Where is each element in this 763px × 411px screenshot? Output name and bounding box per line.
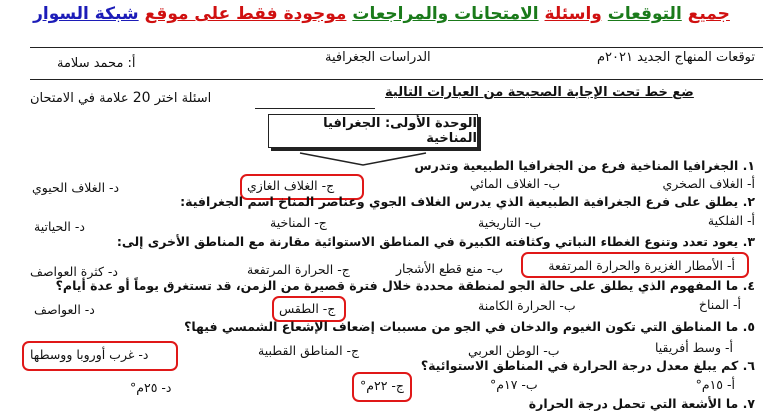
instructions-choose-count: اسئلة اختر 20 علامة في الامتحان (30, 90, 212, 106)
q4-option-a[interactable]: أ- المناخ (698, 297, 741, 312)
question-6: ٦. كم يبلغ معدل درجة الحرارة في المناطق الاستوائية؟ (420, 358, 755, 373)
q4-option-c[interactable]: ج- الطقس (279, 301, 336, 316)
q1-option-d[interactable]: د- الغلاف الحيوي (32, 180, 120, 195)
instructions-fill-line (255, 108, 375, 109)
question-1: ١. الجغرافيا المناخية فرع من الجغرافيا الطبيعية وتدرس (414, 158, 755, 173)
q3-option-a[interactable]: أ- الأمطار الغزيرة والحرارة المرتفعة (548, 258, 735, 273)
q6-answer-circle (352, 372, 412, 402)
q6-option-d[interactable]: د- ٢٥م° (130, 380, 172, 395)
q5-option-c[interactable]: ج- المناطق القطبية (258, 343, 360, 358)
q3-option-d[interactable]: د- كثرة العواصف (30, 264, 118, 279)
top-banner: جميع التوقعات واسئلة الامتحانات والمراجعات موجودة فقط على موقع شبكة السوار (33, 4, 730, 24)
q6-option-c[interactable]: ج- ٢٢م° (360, 378, 404, 393)
q2-option-b[interactable]: ب- التاريخية (478, 215, 542, 230)
q1-option-b[interactable]: ب- الغلاف المائي (470, 176, 561, 191)
header-teacher: أ: محمد سلامة (57, 56, 136, 71)
question-7-partial: ٧. ما الأشعة التي تحمل درجة الحرارة (528, 396, 755, 411)
q5-option-a[interactable]: أ- وسط أفريقيا (654, 340, 733, 355)
q4-option-d[interactable]: د- العواصف (34, 302, 95, 317)
header-top-rule (30, 47, 763, 48)
q6-option-a[interactable]: أ- ١٥م° (695, 377, 735, 392)
header-exam-label: توقعات المنهاج الجديد ٢٠٢١م (596, 50, 755, 65)
q4-option-b[interactable]: ب- الحرارة الكامنة (478, 298, 576, 313)
question-4: ٤. ما المفهوم الذي يطلق على حالة الجو لمنطقة محددة خلال فترة قصيرة من الزمن، قد تستغرق يوماً أو عدة أيام؟ (55, 278, 755, 293)
q3-option-c[interactable]: ج- الحرارة المرتفعة (247, 262, 350, 277)
q2-option-a[interactable]: أ- الفلكية (707, 213, 755, 228)
q3-answer-circle (521, 252, 749, 278)
q1-option-a[interactable]: أ- الغلاف الصخري (662, 176, 755, 191)
header-bottom-rule (30, 79, 763, 80)
q5-answer-circle (22, 341, 178, 371)
header-subject: الدراسات الجغرافية (325, 50, 431, 65)
q1-option-c[interactable]: ج- الغلاف الغازي (247, 178, 335, 193)
question-3: ٣. يعود تعدد وتنوع الغطاء النباتي وكثافته الكبيرة في المناطق الاستوائية مقارنة مع المناطق الأخرى إلى: (116, 234, 755, 249)
unit-title-box: الوحدة الأولى: الجغرافيا المناخية (268, 114, 478, 148)
q2-option-c[interactable]: ج- المناخية (270, 215, 327, 230)
question-5: ٥. ما المناطق التي تكون الغيوم والدخان في الجو من مسببات إضعاف الإشعاع الشمسي فيها؟ (184, 319, 755, 334)
q5-option-d[interactable]: د- غرب أوروبا ووسطها (30, 347, 149, 362)
q5-option-b[interactable]: ب- الوطن العربي (468, 343, 560, 358)
q6-option-b[interactable]: ب- ١٧م° (490, 377, 538, 392)
q3-option-b[interactable]: ب- منع قطع الأشجار (396, 261, 504, 276)
instructions-main: ضع خط تحت الإجابة الصحيحة من العبارات التالية (385, 85, 694, 100)
question-2: ٢. يطلق على فرع الجغرافية الطبيعية الذي يدرس الغلاف الجوي وعناصر المناخ اسم الجغرافية: (180, 194, 755, 209)
unit-arrow-icon (300, 152, 426, 166)
q2-option-d[interactable]: د- الحياتية (34, 219, 85, 234)
